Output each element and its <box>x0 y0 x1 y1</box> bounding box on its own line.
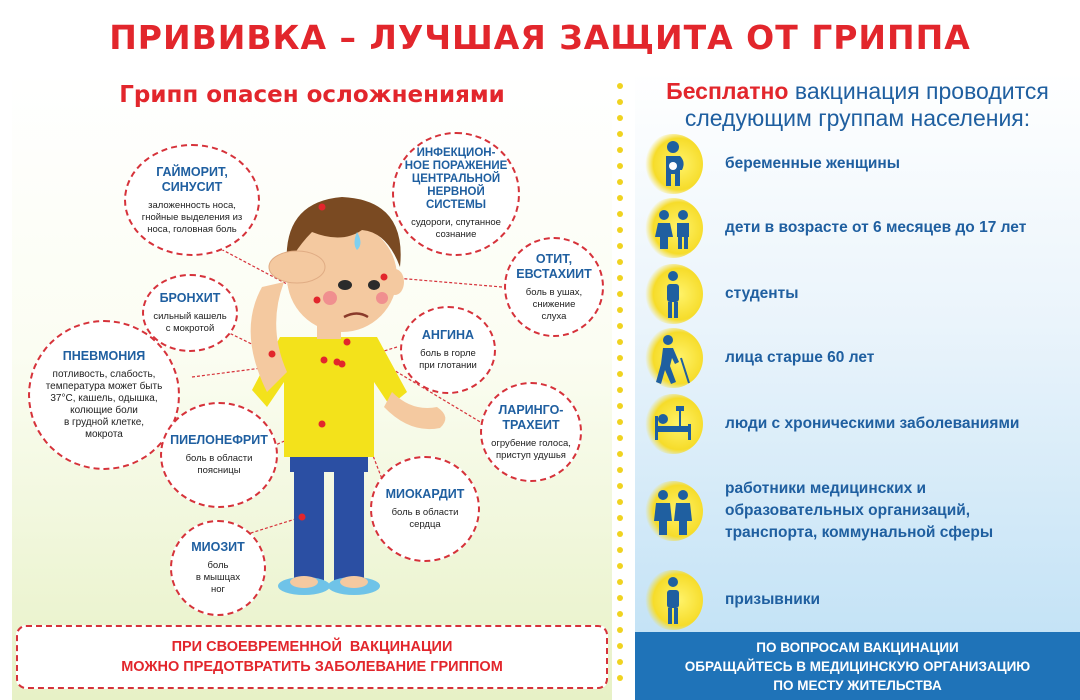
complication-name: МИОЗИТ <box>191 540 245 554</box>
complication-name: МИОКАРДИТ <box>385 487 465 501</box>
vaccination-prevention-banner <box>16 625 608 689</box>
complication-laryngotracheitis <box>480 382 582 482</box>
complication-name: ГАЙМОРИТ, СИНУСИТ <box>156 164 228 194</box>
poster-title: ПРИВИВКА – ЛУЧШАЯ ЗАЩИТА ОТ ГРИППА <box>109 18 971 57</box>
complication-desc: заложенность носа, гнойные выделения из носа, головная боль <box>141 199 243 235</box>
complication-name: ПНЕВМОНИЯ <box>62 349 146 363</box>
group-workers <box>635 478 1080 544</box>
patient-in-bed-icon <box>643 394 703 454</box>
children-icon <box>643 198 703 258</box>
banner-line-1: ПРИ СВОЕВРЕМЕННОЙ ВАКЦИНАЦИИ <box>171 639 453 655</box>
complication-desc: боль в области поясницы <box>185 453 253 476</box>
complication-name: ОТИТ, ЕВСТАХИИТ <box>516 251 592 281</box>
group-children <box>635 198 1080 258</box>
complication-name: АНГИНА <box>421 328 475 342</box>
contact-line-2: ОБРАЩАЙТЕСЬ В МЕДИЦИНСКУЮ ОРГАНИЗАЦИЮ <box>684 658 1031 674</box>
group-pregnant <box>635 134 1080 194</box>
group-chronic <box>635 394 1080 454</box>
complication-sinusitis <box>124 144 260 256</box>
complication-desc: боль в ушах, снижение слуха <box>525 286 583 322</box>
free-vaccination-panel <box>635 72 1080 700</box>
conscript-icon <box>643 570 703 630</box>
group-elderly <box>635 328 1080 388</box>
contact-line-3: ПО МЕСТУ ЖИТЕЛЬСТВА <box>773 677 942 693</box>
complication-pneumonia <box>28 320 180 470</box>
group-conscripts <box>635 570 1080 630</box>
workers-icon <box>643 481 703 541</box>
complications-panel <box>12 72 612 700</box>
group-label: лица старше 60 лет <box>725 349 875 366</box>
group-label: люди с хроническими заболеваниями <box>725 415 1020 432</box>
heading-text-1: вакцинация проводится <box>788 78 1049 104</box>
heading-free-word: Бесплатно <box>666 78 789 104</box>
group-label: призывники <box>725 591 821 608</box>
student-icon <box>643 264 703 324</box>
elderly-person-icon <box>643 328 703 388</box>
complication-name: БРОНХИТ <box>159 291 221 305</box>
complication-cns <box>392 132 520 256</box>
complication-otitis <box>504 237 604 337</box>
complication-name: ПИЕЛОНЕФРИТ <box>170 433 268 447</box>
complication-myositis <box>170 520 266 616</box>
pregnant-woman-icon <box>643 134 703 194</box>
complication-desc: огрубение голоса, приступ удушья <box>491 437 571 461</box>
complication-desc: боль в горле при глотании <box>419 348 477 371</box>
complication-myocarditis <box>370 456 480 562</box>
complication-desc: боль в области сердца <box>391 507 459 530</box>
group-label: студенты <box>725 285 799 302</box>
complication-desc: потливость, слабость, температура может быть 37°С, кашель, одышка, колющие боли в грудной клетке, мокрота <box>45 369 163 440</box>
complication-desc: судороги, спутанное сознание <box>411 217 501 240</box>
group-students <box>635 264 1080 324</box>
contact-line-1: ПО ВОПРОСАМ ВАКЦИНАЦИИ <box>756 639 959 655</box>
complication-angina <box>400 306 496 394</box>
dotted-divider <box>616 80 624 692</box>
complication-name: ИНФЕКЦИОН- НОЕ ПОРАЖЕНИЕ ЦЕНТРАЛЬНОЙ НЕРВНОЙ СИСТЕМЫ <box>404 147 508 211</box>
complication-name: ЛАРИНГО- ТРАХЕИТ <box>498 402 564 432</box>
contact-info-banner <box>635 632 1080 700</box>
group-label: работники медицинских и образовательных организаций, транспорта, коммунальной сферы <box>725 480 994 541</box>
complication-pyelonephritis <box>160 402 278 508</box>
group-label: дети в возрасте от 6 месяцев до 17 лет <box>725 219 1027 236</box>
banner-line-2: МОЖНО ПРЕДОТВРАТИТЬ ЗАБОЛЕВАНИЕ ГРИППОМ <box>121 659 503 675</box>
complication-desc: сильный кашель с мокротой <box>153 311 227 334</box>
complication-desc: боль в мышцах ног <box>195 560 241 595</box>
complications-subtitle: Грипп опасен осложнениями <box>119 82 505 108</box>
heading-text-2: следующим группам населения: <box>684 105 1031 131</box>
free-vaccination-heading <box>635 78 1080 132</box>
group-label: беременные женщины <box>725 155 901 172</box>
